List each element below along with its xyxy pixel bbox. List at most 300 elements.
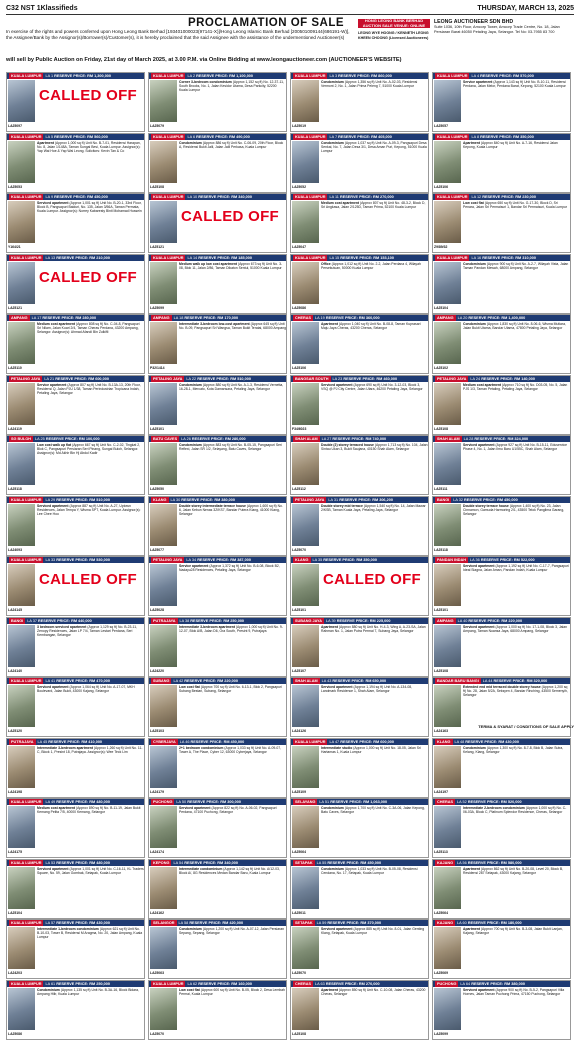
lot-listing [432, 133, 571, 193]
lot-listing [432, 980, 571, 1040]
footer-note: TERMA & SYARAT / CONDITIONS OF SALE APPLY [478, 724, 574, 729]
reserve-price: RESERVE PRICE: RM 1,063,000 [330, 800, 388, 804]
lot-number: LA 61 [45, 981, 56, 986]
reserve-price: RESERVE PRICE: RM 324,000 [474, 437, 529, 441]
property-type: Serviced apartment [463, 987, 495, 992]
lot-number: LA 20 [457, 316, 468, 320]
lot-reference: LA25079 [150, 124, 164, 128]
lot-number: LA 57 [45, 921, 56, 925]
reserve-price: RESERVE PRICE: RM 1,300,000 [54, 74, 112, 78]
lot-description [37, 141, 144, 193]
property-details: (Approx 885 sq ft) Unit No. 8-01, Jalan Genting Klang, Setapak, Kuala Lumpur [321, 927, 425, 936]
property-type: Serviced apartment [37, 503, 69, 508]
lot-description [179, 685, 286, 737]
property-photo [434, 443, 461, 485]
lot-bar [433, 315, 570, 321]
lot-description [321, 685, 428, 737]
lot-listing [6, 919, 145, 979]
section-label: C32 NST 1Klassifieds [6, 5, 78, 12]
lot-description [37, 806, 144, 858]
lot-number: LA 31 [328, 497, 339, 502]
lot-listing [6, 556, 145, 616]
lot-bar [433, 557, 570, 563]
lot-bar [7, 557, 144, 563]
property-photo [150, 443, 177, 485]
lot-location: KUALA LUMPUR [11, 558, 42, 562]
lot-location: SETAPAK [295, 921, 313, 925]
reserve-price: RESERVE PRICE: RM 860,000 [338, 74, 392, 78]
lot-reference: LA25108 [434, 668, 448, 673]
reserve-price: RESERVE PRICE: RM 650,000 [332, 679, 387, 683]
property-photo [8, 443, 35, 485]
property-details: (Approx 1,040 sq ft) Unit No. B-08-8, Taman Kuprasari Maju Jaya Cheras, 43200 Cheras, Selangor [321, 322, 421, 331]
property-type: Intermediate 2-bedroom condominium [463, 806, 525, 810]
reserve-price: RESERVE PRICE: RM 270,000 [339, 195, 394, 199]
lot-listing [432, 314, 571, 374]
lot-description [179, 141, 286, 193]
lot-bar [7, 860, 144, 866]
lot-number: LA 12 [471, 195, 482, 199]
property-photo [150, 746, 177, 788]
property-photo [434, 383, 461, 425]
lot-number: LA 4 [471, 74, 480, 78]
property-type: Service apartment [37, 382, 67, 387]
lot-bar [433, 255, 570, 261]
lot-bar [433, 678, 570, 684]
reserve-price: RESERVE PRICE: RM 600,000 [340, 739, 394, 744]
property-details: (Approx 1,001 sq ft) Unit No. B-20-1, 33rd Floor, Block B, Pangsapuri Baiduri, No. 135, Jalan 3/56A, Taman Permata, Kuala Lumpur. Assignor(s): Norrey Kabaresty Binti Mohamad Hussein [37, 201, 142, 214]
property-details: (Approx 1,152 sq ft) No. 12-37-11, South Brooks, No. 1, Jalan Kesidor Utama, Desa Parkcity, 52200 Kuala Lumpur [179, 80, 284, 93]
property-details: (Approx 1,300 sq ft) No. 8-7-8, Blok B, Jalan Sutra, Kelang, Klang, Selangor [463, 745, 564, 754]
property-details: (Approx 808 sq ft) No. C-04-8, Pangsapuri Sri Nilam, Jalan Kuari 2/4, Taman Cheras Perdana, 43200 Ampang, Selangor. Assignor(s): Ahmad Afandi Bin Zulkifli [37, 322, 140, 335]
reserve-price: RESERVE PRICE: RM 1,400,000 [468, 316, 526, 320]
property-details: (Approx 1,143 sq ft) Unit No. B-10-11, Residensi Perdana, Jalan Melor, Perdana Barat, Kepong, 52100 Kuala Lumpur [463, 80, 566, 89]
lot-location: CYBERJAYA [153, 739, 176, 744]
property-details: (Approx 1,830 sq ft) Unit No. 8-06-6, Wisma Mutiara, Jalan Bukit Utama, Bandar Utama, 47800 Petaling Jaya, Selangor [463, 322, 566, 331]
lot-reference: LA24197 [434, 789, 448, 794]
lot-reference: LA25028 [150, 608, 164, 612]
lot-description [37, 625, 144, 677]
property-photo [8, 927, 35, 969]
lot-reference: LA25101 [150, 426, 164, 431]
lot-location: CHERAS [295, 316, 312, 320]
lot-description [179, 504, 286, 556]
property-details: (Approx 1,540 sq ft) No. 14, Jalan Mawar 2/KSB, Taman Kuala Jaya, Petaling Jaya, Selangor [321, 503, 426, 512]
lot-description [179, 564, 286, 616]
lot-bar [7, 315, 144, 321]
lot-reference: LA25118 [434, 547, 448, 552]
lot-location: KUALA LUMPUR [11, 74, 42, 78]
property-type: Double storey intermediate terrace house [179, 503, 246, 508]
lot-number: LA 3 [329, 74, 338, 78]
property-type: Low cost flat [179, 685, 200, 689]
lot-number: LA 40 [457, 618, 468, 623]
property-photo [292, 564, 319, 606]
lot-listing [432, 738, 571, 798]
lot-bar [7, 920, 144, 926]
reserve-price: RESERVE PRICE: RM 350,000 [480, 134, 534, 139]
lot-number: LA 36 [470, 558, 480, 562]
lot-description [321, 867, 428, 919]
lot-location: SETAPAK [295, 860, 313, 865]
lot-description [321, 322, 428, 374]
property-type: Condominium [463, 322, 486, 326]
page-header-bar [6, 3, 574, 14]
lot-location: BANGI [11, 618, 24, 623]
property-details: (Approx 1,000 sq ft) Unit No. 9-12-07, Blok A/B, Jalan D6, Ora South, Presint 9, Putrajaya [179, 624, 283, 633]
lot-bar [7, 799, 144, 805]
lot-listing [6, 980, 145, 1040]
lot-reference: LA25086 [292, 305, 306, 310]
property-details: (Approx 1,000 sq ft) No. C-06-03A, Block C, Platinum Splendor Residence, Cheras, Selangor [463, 806, 567, 815]
lot-number: LA 62 [187, 981, 198, 986]
reserve-price: RESERVE PRICE: RM 1,100,000 [196, 74, 254, 78]
lot-location: PETALING JAYA [153, 558, 183, 562]
lots-column [290, 72, 429, 1036]
property-photo [8, 322, 35, 364]
property-photo [292, 443, 319, 485]
property-type: Service apartment [179, 564, 209, 568]
lot-location: KUALA LUMPUR [11, 679, 42, 683]
property-details: (Approx 1,356 sq ft) Unit No. A-02-03, Residensi Vermont 2, No. 1, Jalan Prima Peleng 7, 51000 Kuala Lumpur [321, 80, 418, 89]
lot-listing [432, 435, 571, 495]
property-type: Intermediate 1-bedroom condominium [37, 927, 99, 931]
property-details: (Approx 1,400 sq ft) No. 23, Jalan Cinnamon, Gamuda Harmoring 2/1, 43500 Telok Panglima Garang, Selangor [463, 503, 565, 516]
reserve-price: RESERVE PRICE: RM 450,000 [190, 739, 245, 744]
property-type: Apartment [321, 322, 338, 326]
lot-location: KUALA LUMPUR [11, 860, 42, 865]
property-photo [434, 504, 461, 546]
lot-listing [6, 133, 145, 193]
property-details: (Approx 700 sq ft) Unit No. B-3-08, Jalan Bukit Lanjan, Kajang, Selangor [463, 927, 563, 936]
property-details: (Approx 862 sq ft) Unit No. B-20-08, Level 20, Block B, Residensi 287 Selapak, 43000 Kajang, Selangor [463, 866, 564, 875]
lot-reference: LA25070 [292, 971, 306, 975]
lot-location: KUALA LUMPUR [153, 74, 184, 78]
lot-description [37, 685, 144, 737]
lot-location: KUALA LUMPUR [11, 800, 42, 804]
property-photo [150, 504, 177, 546]
lot-description [463, 806, 570, 858]
property-photo [434, 201, 461, 243]
property-photo [434, 746, 461, 788]
property-details: (Approx 1,033 sq ft) Unit No. A-09-07, Tower A, The Place, Cyber 12, 63000 Cyberjaya, Selangor [179, 745, 282, 754]
property-type: 2+1 bedroom condominium [179, 745, 224, 750]
property-details: (Approx 880 sq ft) Unit No. H-4-3, Wing A, A-23-SA, Jalan Rahman No. 1, Jalan Putra Permai 7, Subang Jaya, Selangor [321, 624, 426, 633]
lot-location: PETALING JAYA [153, 376, 183, 381]
lot-description [463, 383, 570, 435]
lot-listing [6, 617, 145, 677]
lot-bar [149, 255, 286, 261]
lot-description [321, 625, 428, 677]
lot-listing [6, 72, 145, 132]
property-photo [292, 504, 319, 546]
lot-description [463, 988, 570, 1040]
lot-bar [7, 194, 144, 200]
property-type: Double storey terrace house [463, 503, 509, 508]
property-photo [8, 262, 35, 304]
lot-listing [148, 314, 287, 374]
lot-reference: LA25120 [8, 729, 22, 733]
reserve-price: RESERVE PRICE: RM 410,000 [48, 739, 103, 744]
reserve-price: RESERVE PRICE: RM 340,000 [184, 860, 238, 865]
property-type: Extended end mid terraced double storey house [463, 685, 541, 689]
lot-description [321, 262, 428, 314]
property-photo [434, 80, 461, 122]
property-details: (Approx 1,260 sq ft) Unit No. 11-C, Block 1, Presint 18, Putrajaya. Assignor(s): Wee Teck Lim [37, 745, 143, 754]
lots-column [148, 72, 287, 1036]
lot-reference: LA25050 [150, 487, 164, 491]
reserve-price: RESERVE PRICE: RM 405,000 [338, 134, 392, 139]
lot-location: KUALA LUMPUR [295, 739, 326, 744]
property-photo [8, 383, 35, 425]
lot-description [37, 988, 144, 1040]
property-photo [8, 80, 35, 122]
property-type: Serviced apartment [321, 382, 353, 387]
lot-location: CHERAS [295, 981, 312, 986]
property-type: Low cost walk up flat [37, 443, 72, 447]
reserve-price: RESERVE PRICE: RM 387,000 [197, 558, 251, 562]
lot-reference: LA25069 [434, 971, 448, 975]
property-details: (Approx 1,194 sq ft) Unit No. A-134-08, Landmark Residence 1, Shah Alam, Selangor [321, 685, 413, 694]
lot-bar [149, 557, 286, 563]
reserve-price: RESERVE PRICE: RM 350,000 [323, 558, 378, 562]
lot-number: LA 7 [329, 134, 338, 139]
lot-description [321, 80, 428, 132]
reserve-price: RESERVE PRICE: RM 570,000 [480, 74, 534, 78]
reserve-price: RESERVE PRICE: RM 450,000 [54, 195, 108, 199]
company-address: Suite 1036, 10th Floor, Amcorp Tower, Amcorp Trade Centre, No. 18, Jalan Persiaran Barat 46050 Petaling Jaya, Selangor. Tel No: 03-7955 83 700 [434, 25, 560, 34]
lot-bar [433, 134, 570, 140]
lot-reference: LA25106 [292, 366, 306, 370]
lot-listing [432, 496, 571, 556]
property-details: (Approx 1,033 sq ft) Unit No. B-05-08, Residensi Cendana, No. 17, Setapak, Kuala Lumpur [321, 866, 418, 875]
header-rule [6, 14, 574, 15]
lot-bar [7, 678, 144, 684]
property-photo [8, 141, 35, 183]
property-details: (Approx 1,135 sq ft) Unit No. B-3A-16, Block Bidara, Ampang Hilir, Kuala Lumpur [37, 987, 139, 996]
lot-listing [432, 617, 571, 677]
lot-bar [291, 376, 428, 382]
lot-listing [148, 980, 287, 1040]
lot-description [321, 746, 428, 798]
reserve-price: RESERVE PRICE: RM 100,000 [45, 437, 100, 441]
property-details: (Approx 886 sq ft) Unit No. C-06-09, 20th Floor, Block A, Residensi Bukit Jalil, Jalan Jalil Perkasa, Kuala Lumpur [179, 140, 284, 149]
lot-location: CHERAS [437, 800, 454, 804]
lot-number: LA 27 [321, 437, 332, 441]
property-details: (Approx 1,600 sq ft) No. 6, Jalan Kebun Nenas 3Z/KS7, Bandar Putera Klang, 41000 Klang, Selangor [179, 503, 283, 516]
property-photo [434, 927, 461, 969]
lot-bar [291, 981, 428, 987]
lot-listing [290, 435, 429, 495]
property-type: Serviced apartment [463, 624, 495, 629]
lot-reference: LA25110 [8, 366, 22, 370]
lot-number: LA 15 [329, 255, 340, 260]
lot-reference: LA25112 [292, 487, 306, 491]
lot-reference: LA24174 [150, 850, 164, 854]
lot-location: BANGI [437, 497, 450, 502]
reserve-price: RESERVE PRICE: RM 740,000 [332, 437, 387, 441]
property-type: Service apartment [463, 80, 493, 84]
lot-bar [291, 557, 428, 563]
lot-reference: LA24140 [8, 668, 22, 673]
reserve-price: RESERVE PRICE: RM 220,000 [184, 679, 238, 683]
lot-bar [7, 739, 144, 745]
lot-listing [290, 193, 429, 253]
lot-number: LA 64 [460, 981, 471, 986]
reserve-price: RESERVE PRICE: RM 470,000 [56, 679, 110, 683]
lot-reference: P32/1414 [150, 366, 165, 370]
reserve-price: RESERVE PRICE: RM 306,200 [339, 497, 393, 502]
lot-listing [432, 72, 571, 132]
reserve-price: RESERVE PRICE: RM 320,000 [493, 679, 548, 683]
property-details: (Approx 1,001 sq ft) Unit No. C-16-11, KL Traders Square, No. 59, Jalan Gombak, Setapak, Kuala Lumpur [37, 866, 144, 875]
lot-number: LA 5 [45, 134, 54, 139]
reserve-price: RESERVE PRICE: RM 230,000 [482, 195, 536, 199]
proclamation-header [6, 17, 574, 69]
lot-location: KUALA LUMPUR [295, 74, 326, 78]
reserve-price: RESERVE PRICE: RM 153,100 [340, 255, 394, 260]
lot-listing [290, 254, 429, 314]
lot-reference: LA25107 [292, 668, 306, 673]
property-photo [150, 927, 177, 969]
property-type: Condominium [321, 80, 344, 84]
property-details: (Approx 1,037 sq ft) Unit No. A-09-3, Pangsapuri Desa Senkai, No. 7, Jalan Desa 3/1, Desa Aman Puri, Kepong, 51000 Kuala Lumpur [321, 140, 427, 153]
lot-description [179, 383, 286, 435]
lot-description [463, 564, 570, 616]
property-details: (Approx 880 sq ft) Unit No. A-1-3, Residensi Vernetta, 16-28-1, Mercato, Kota Damansara, Petaling Jaya, Selangor [179, 382, 284, 391]
lot-description [321, 927, 428, 979]
lot-reference: LA25103 [150, 729, 164, 733]
reserve-price: RESERVE PRICE: RM 140,000 [481, 376, 535, 381]
reserve-price: RESERVE PRICE: RM 180,000 [467, 921, 522, 925]
lot-location: KAJANG [437, 860, 454, 865]
lot-reference: LA25102 [434, 366, 448, 370]
lot-bar [7, 497, 144, 503]
property-details: (Approx 1,700 sq ft) Unit No. C-3A-06, Jalan Kepong, Batu Caves, Selangor [321, 806, 425, 815]
property-details: (Approx 900 sq ft) No. B-5-2, Pangsapuri Villa Hornes, Jalan Taman Puchong Prima, 47150 Puchong, Selangor [463, 987, 565, 996]
property-type: Intermediate studio [321, 745, 353, 750]
property-details: (Approx 883 sq ft) Unit No. B-05-15, Pangsapuri Seri Reflexi, Jalan SR 1/2, Selayang, Batu Caves, Selangor [179, 443, 282, 452]
lot-reference: LA25086 [8, 1031, 22, 1036]
property-details: (Approx 890 sq ft) No. B-11-19, Jalan Bukit Kemang Pelita 7/5, 40000 Kemang, Selangor [37, 806, 141, 815]
lot-description [463, 201, 570, 253]
lot-bar [433, 497, 570, 503]
lot-bar [149, 436, 286, 442]
lot-number: LA 35 [312, 558, 323, 562]
lot-number: LA 19 [315, 316, 325, 320]
lot-location: KUALA LUMPUR [11, 255, 42, 260]
lot-bar [433, 376, 570, 382]
lot-listing [290, 72, 429, 132]
lot-bar [291, 73, 428, 79]
lot-location: BANGSAR SOUTH [295, 376, 329, 381]
lot-location: KUALA LUMPUR [153, 255, 184, 260]
property-type: Condominium [179, 140, 202, 145]
lot-listing [290, 919, 429, 979]
lot-reference: LA25019 [292, 124, 306, 128]
property-photo [150, 685, 177, 727]
lot-location: KLANG [295, 558, 309, 562]
lot-location: KUALA LUMPUR [153, 195, 184, 199]
lot-number: LA 10 [187, 195, 198, 199]
property-photo [150, 141, 177, 183]
lot-bar [291, 134, 428, 140]
bank-badge: HONG LEONG BANK BERHAD AUCTION SALE VENUE: ONLINE [358, 19, 430, 28]
lot-listing [290, 617, 429, 677]
reserve-price: RESERVE PRICE: RM 360,000 [325, 316, 380, 320]
lot-bar [291, 678, 428, 684]
property-details: (Approx 1,200 sq ft) Unit No. A-07-12, Jalan Persiaran Sepang, Sepang, Selangor [179, 927, 284, 936]
called-off-label: CALLED OFF [181, 208, 279, 225]
lot-location: KUALA LUMPUR [11, 195, 42, 199]
lot-number: LA 60 [457, 921, 467, 925]
lot-location: BATU CAVES [153, 437, 178, 441]
lot-description [321, 806, 428, 858]
property-type: Medium walk up low cost apartment [179, 261, 238, 266]
lot-location: PUTRAJAYA [153, 618, 176, 623]
lot-reference: LA24126 [292, 729, 306, 733]
lot-description [179, 262, 286, 314]
property-type: Double storey mid terrace [321, 503, 363, 508]
lot-description [463, 746, 570, 798]
lot-bar [291, 799, 428, 805]
lot-listing [6, 859, 145, 919]
lot-description [37, 504, 144, 556]
lot-listing [148, 496, 287, 556]
lot-number: LA 1 [45, 74, 54, 78]
lot-reference: LA25064 [292, 850, 306, 854]
property-photo [8, 867, 35, 909]
lot-bar [433, 194, 570, 200]
lot-location: AMPANG [11, 316, 28, 320]
property-type: Medium cost apartment [37, 806, 76, 810]
property-photo [292, 806, 319, 848]
property-photo [434, 322, 461, 364]
lot-bar [433, 920, 570, 926]
property-type: Serviced apartment [37, 201, 69, 205]
lot-location: SUBANG [153, 679, 170, 683]
property-details: (Approx 1,372 sq ft) Unit No. B-6-08, Block B2, Nadayu28 Residences, Petaling Jaya, Selangor [179, 564, 280, 573]
lot-listing [6, 798, 145, 858]
called-off-label: CALLED OFF [323, 571, 421, 588]
lot-bar [7, 376, 144, 382]
lot-bar [7, 981, 144, 987]
lot-number: LA 48 [454, 739, 465, 744]
reserve-price: RESERVE PRICE: RM 210,000 [56, 255, 110, 260]
lot-location: KLANG [153, 497, 167, 502]
lot-location: SHAH ALAM [295, 679, 318, 683]
lot-location: PUTRAJAYA [11, 739, 34, 744]
lot-number: LA 29 [45, 497, 56, 502]
lot-number: LA 16 [471, 255, 482, 260]
lot-reference: LA25108 [292, 1031, 306, 1036]
property-photo [292, 322, 319, 364]
property-type: Medium cost apartment [463, 382, 502, 387]
company-name: LEONG AUCTIONEER SDN BHD [434, 19, 514, 25]
lot-number: LA 45 [37, 739, 48, 744]
property-photo [150, 383, 177, 425]
reserve-price: RESERVE PRICE: RM 450,000 [327, 860, 382, 865]
reserve-price: RESERVE PRICE: RM 520,000 [467, 800, 522, 804]
lot-listing [432, 798, 571, 858]
property-details: (Approx 600 sq ft) Unit No. B-05, Block 2, Desa Lembah Permai, Kuala Lumpur [179, 987, 285, 996]
lot-bar [7, 73, 144, 79]
lot-reference: LA25064 [434, 910, 448, 915]
lot-description [463, 625, 570, 677]
reserve-price: RESERVE PRICE: RM 310,000 [482, 255, 536, 260]
lot-description [179, 443, 286, 495]
lot-listing [148, 254, 287, 314]
